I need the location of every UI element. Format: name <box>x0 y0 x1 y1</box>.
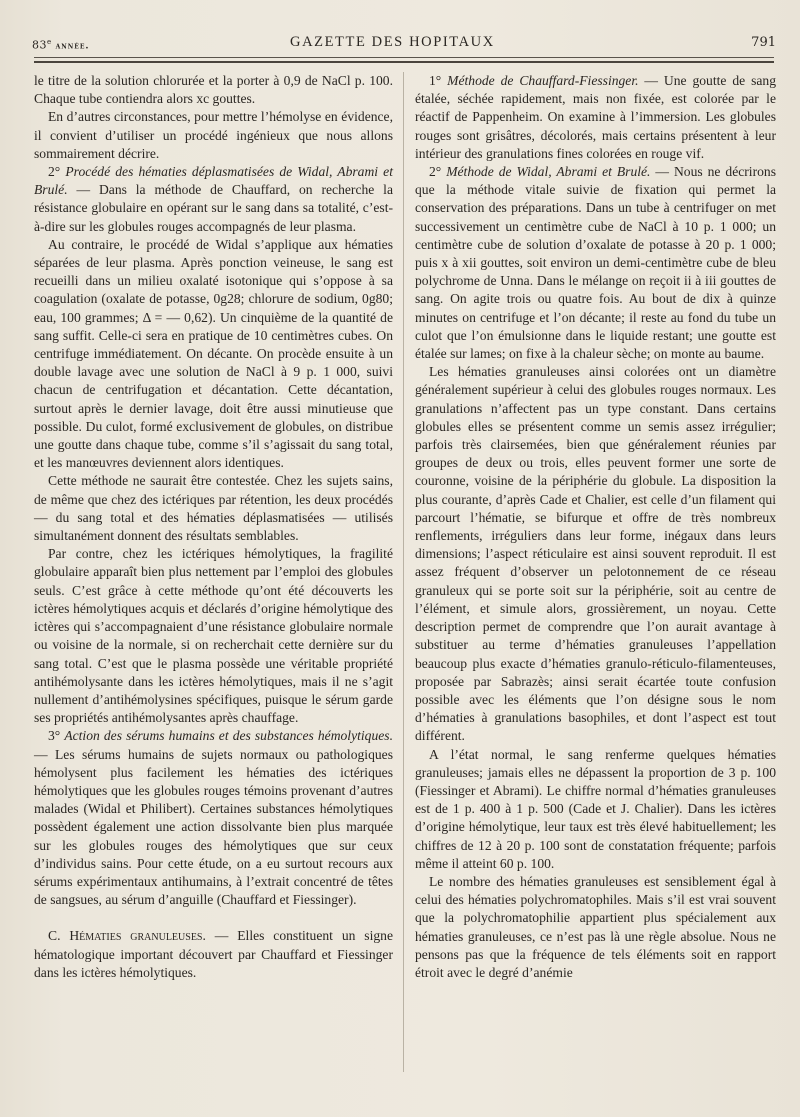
paragraph-text: — Elles constituent un signe hématologique important découvert par Chauffard et Fiessinger dans les ictères hémolytiques. <box>34 928 393 980</box>
paragraph <box>34 472 393 545</box>
paragraph-text: Cette méthode ne saurait être contestée. Chez les sujets sains, de même que chez des ictériques par rétention, les deux procédés — du sang total et des hématies déplasmatisées — utilisés simultanément donnent des résultats semblables. <box>34 473 393 544</box>
paragraph <box>34 545 393 727</box>
section-heading: C. Hématies granuleuses. <box>48 928 206 944</box>
year-number: 83 <box>32 38 47 52</box>
paragraph-text: le titre de la solution chlorurée et la porter à 0,9 de NaCl p. 100. Chaque tube contiendra alors xc gouttes. <box>34 73 393 107</box>
paragraph-text: Au contraire, le procédé de Widal s’applique aux hématies séparées de leur plasma. Après ponction veineuse, le sang est recueilli dans un milieu oxalaté isotonique qui s’oppose à sa coagulation (oxalate de potasse, 0g28; chlorure de sodium, 0g80; eau, 100 grammes; Δ = — 0,62). Un cinquième de la quantité de sang suffit. Celle-ci sera en pratique de 10 centimètres cubes. On centrifuge immédiatement. On décante. On procède ensuite à un double lavage avec une solution de NaCl à 9 p. 1 000, suivi chacun de centrifugation et décantation. Cette décantation, surtout après le dernier lavage, doit être aussi minutieuse que possible. Du culot, formé exclusivement de globules, on distribue une goutte dans chaque tube, comme s’il s’agissait du sang total, et les manœuvres deviennent alors identiques. <box>34 236 393 471</box>
journal-title: GAZETTE DES HOPITAUX <box>290 34 495 50</box>
paragraph <box>34 236 393 473</box>
paragraph <box>415 746 776 873</box>
section-heading: Méthode de Chauffard-Fiessinger. <box>447 73 639 88</box>
section-heading: Méthode de Widal, Abrami et Brulé. <box>446 164 651 180</box>
paragraph <box>415 363 776 745</box>
section-number: 3° <box>48 728 65 744</box>
section-number: 2° <box>429 164 447 180</box>
paragraph-text: Les hématies granuleuses ainsi colorées ont un diamètre généralement supérieur à celui des globules rouges normaux. Les granulations n’affectent pas un type constant. Dans certains globules elles se présentent comme un semis assez irrégulier; parfois très clairsemées, bien que généralement réunies par groupes de deux ou trois, elles peuvent former une sorte de couronne, voisine de la périphérie du globule. La disposition la plus courante, d’après Cade et Chalier, est celle d’un filament qui parcourt l’hématie, se bifurque et offre de très nombreux renflements, irréguliers dans leur forme, inégaux dans leurs dimensions; l’aspect réticulaire est ainsi souvent reproduit. Il est assez fréquent d’observer un pelotonnement de ce réseau granuleux qui se porte soit sur la périphérie, soit au centre de l’élément, et simule alors, grossièrement, un noyau. Cette description permet de comprendre que l’on aurait avantage à substituer au terme d’hématies granuleuses l’appellation beaucoup plus exacte d’hématies granulo-réticulo-filamenteuses, proposée par Sabrazès; ainsi serait écartée toute confusion possible avec les éléments que l’on désigne sous le nom d’hématies à granulations basophiles, et dont l’aspect est tout différent. <box>415 364 776 744</box>
section-number: 1° <box>429 73 448 88</box>
left-column <box>34 72 393 982</box>
paragraph <box>415 873 776 982</box>
section-number: 2° <box>48 164 66 180</box>
page-number: 791 <box>751 35 776 50</box>
paragraph-text: A l’état normal, le sang renferme quelques hématies granuleuses; jamais elles ne dépassent la proportion de 3 p. 100 (Fiessinger et Abrami). Le chiffre normal d’hématies granuleuses est de 1 p. 400 à 1 p. 500 (Cade et J. Chalier). Dans les ictères d’origine hémolytique, leur taux est très élevé habituellement; les chiffres de 12 à 20 p. 100 sont de constatation fréquente; parfois même il atteint 60 p. 100. <box>415 746 776 871</box>
paragraph-text: En d’autres circonstances, pour mettre l’hémolyse en évidence, il convient d’utiliser un procédé ingénieux que nous allons sommairement décrire. <box>34 109 393 161</box>
paragraph <box>34 163 393 236</box>
page-header <box>32 30 776 54</box>
header-rule-thin <box>34 57 774 58</box>
section-heading: Action des sérums humains et des substances hémolytiques. <box>64 728 393 744</box>
paragraph-text: — Une goutte de sang étalée, séchée rapidement, mais non fixée, est colorée par le réactif de Pappenheim. On examine à l’immersion. Les globules rouges sont grisâtres, décolorés, mais certains présentent à leur intérieur des granulations fines colorées en rouge vif. <box>415 73 776 161</box>
paragraph <box>34 927 393 982</box>
paragraph-text: — Les sérums humains de sujets normaux ou pathologiques hémolysent plus facilement les hématies des ictériques hémolytiques que les globules rouges témoins provenant d’autres malades (Widal et Philibert). Certaines substances hémolytiques possèdent également une action dissolvante bien plus marquée sur les globules rouges des hémolytiques que sur ceux d’individus sains. Pour cette étude, on a eu surtout recours aux sérums expérimentaux antihumains, à l’extrait concentré de têtes de sangsues, au sérum d’anguille (Chauffard et Fiessinger). <box>34 746 393 908</box>
paragraph-text: — Dans la méthode de Chauffard, on recherche la résistance globulaire en opérant sur le sang dans sa totalité, c’est-à-dire sur les globules rouges accompagnés de leur plasma. <box>34 182 393 234</box>
paragraph-text: Par contre, chez les ictériques hémolytiques, la fragilité globulaire apparaît bien plus nettement par l’emploi des globules seuls. C’est grâce à cette méthode qu’ont été découverts les ictères hémolytiques acquis et déclarés d’origine hémolytique des ictères qui s’accompagnaient d’une résistance globulaire normale ou voisine de la normale, si on recherchait cette dernière sur du sang total. C’est que le plasma possède une véritable propriété antihémolysante dans les ictères hémolytiques, mais il ne s’agit nullement d’antihémolysines spécifiques, puisque le sérum garde ses propriétés antihémolysantes après chauffage. <box>34 546 393 726</box>
column-divider <box>403 72 404 1072</box>
year-label <box>32 38 90 52</box>
paragraph <box>415 163 776 363</box>
paragraph <box>34 727 393 909</box>
section-heading: Procédé des hématies déplasmatisées de Widal, Abrami et Brulé. <box>34 164 393 198</box>
year-word: année. <box>55 41 90 52</box>
paragraph-text: Le nombre des hématies granuleuses est sensiblement égal à celui des hématies polychromatophiles. Mais s’il est vrai souvent que la polychromatophilie appartient plus spécialement aux hématies granuleuses, ce n’est pas là une règle absolue. Nous ne pensons pas que la fréquence de tels éléments soit en rapport étroit avec le degré d’anémie <box>415 873 776 980</box>
paragraph <box>415 72 776 163</box>
paragraph-text: — Nous ne décrirons que la méthode vitale suivie de fixation qui permet la conservation des préparations. Dans un tube à centrifuger on met successivement un centimètre cube de NaCl à 10 p. 1 000; un centimètre cube de solution d’oxalate de potasse à 20 p. 1 000; puis x à xii gouttes, soit environ un demi-centimètre cube de bleu polychrome de Unna. Dans le mélange on reçoit ii à iii gouttes de sang. On agite trois ou quatre fois. Au bout de dix à quinze minutes on centrifuge et l’on décante; il reste au fond du tube un culot que l’on émulsionne dans le liquide restant; une goutte est étalée sur lames; on fixe à la chaleur sèche; on monte au baume. <box>415 164 776 362</box>
year-sup: e <box>47 38 52 46</box>
right-column <box>415 72 776 982</box>
paragraph <box>34 72 393 108</box>
paragraph <box>34 108 393 163</box>
header-rule-thick <box>34 61 774 63</box>
